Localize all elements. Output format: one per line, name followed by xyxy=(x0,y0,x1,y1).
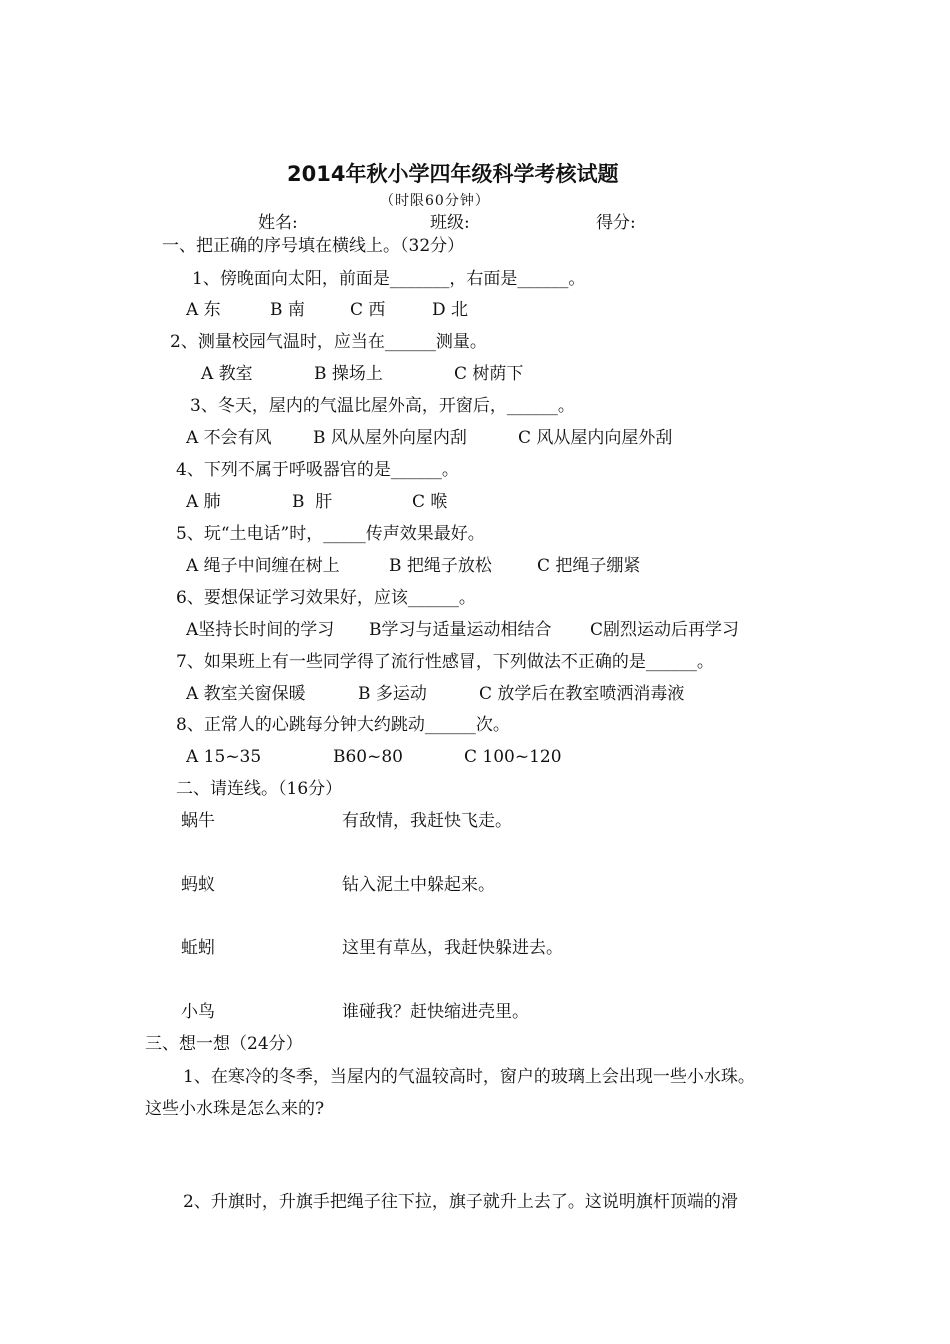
question-5: 5、玩“土电话”时，_____传声效果最好。 xyxy=(176,524,485,544)
section1-heading: 一、把正确的序号填在横线上。（32分） xyxy=(162,236,465,256)
q6-option-b: B学习与适量运动相结合 xyxy=(369,620,552,640)
q2-option-b: B 操场上 xyxy=(314,364,383,384)
q6-option-a: A坚持长时间的学习 xyxy=(186,620,335,640)
match-left-4: 小鸟 xyxy=(181,1002,215,1022)
question-2: 2、测量校园气温时，应当在______测量。 xyxy=(170,332,487,352)
score-label: 得分: xyxy=(596,213,636,233)
q1-option-a: A 东 xyxy=(186,300,221,320)
q3-option-b: B 风从屋外向屋内刮 xyxy=(313,428,467,448)
q3-option-c: C 风从屋内向屋外刮 xyxy=(518,428,673,448)
q7-option-c: C 放学后在教室喷洒消毒液 xyxy=(479,684,685,704)
page-title: 2014年秋小学四年级科学考核试题 xyxy=(287,162,619,186)
match-right-3: 这里有草丛，我赶快躲进去。 xyxy=(342,938,563,958)
q8-option-b: B60~80 xyxy=(333,747,404,767)
q5-option-b: B 把绳子放松 xyxy=(389,556,492,576)
section2-heading: 二、请连线。（16分） xyxy=(176,779,343,799)
question-7: 7、如果班上有一些同学得了流行性感冒，下列做法不正确的是______。 xyxy=(176,652,714,672)
section3-q2-line1: 2、升旗时，升旗手把绳子往下拉，旗子就升上去了。这说明旗杆顶端的滑 xyxy=(183,1192,738,1212)
question-6: 6、要想保证学习效果好，应该______。 xyxy=(176,588,476,608)
q5-option-c: C 把绳子绷紧 xyxy=(537,556,641,576)
q8-option-a: A 15~35 xyxy=(186,747,262,767)
time-limit: （时限60分钟） xyxy=(380,193,490,209)
q2-option-a: A 教室 xyxy=(201,364,253,384)
q3-option-a: A 不会有风 xyxy=(186,428,272,448)
match-right-1: 有敌情，我赶快飞走。 xyxy=(342,811,512,831)
q7-option-a: A 教室关窗保暖 xyxy=(186,684,306,704)
match-left-2: 蚂蚁 xyxy=(181,875,215,895)
q4-option-c: C 喉 xyxy=(412,492,448,512)
q5-option-a: A 绳子中间缠在树上 xyxy=(186,556,340,576)
question-4: 4、下列不属于呼吸器官的是______。 xyxy=(176,460,459,480)
section3-q1-line2: 这些小水珠是怎么来的? xyxy=(145,1099,325,1119)
section3-heading: 三、想一想（24分） xyxy=(145,1034,303,1054)
section3-q1-line1: 1、在寒冷的冬季，当屋内的气温较高时，窗户的玻璃上会出现一些小水珠。 xyxy=(183,1067,755,1087)
match-right-2: 钻入泥土中躲起来。 xyxy=(342,875,495,895)
q6-option-c: C剧烈运动后再学习 xyxy=(590,620,740,640)
match-right-4: 谁碰我？赶快缩进壳里。 xyxy=(342,1002,529,1022)
question-8: 8、正常人的心跳每分钟大约跳动______次。 xyxy=(176,715,510,735)
q7-option-b: B 多运动 xyxy=(358,684,427,704)
name-label: 姓名: xyxy=(258,213,298,233)
q4-option-a: A 肺 xyxy=(186,492,221,512)
q8-option-c: C 100~120 xyxy=(464,747,562,767)
question-3: 3、冬天，屋内的气温比屋外高，开窗后，______。 xyxy=(190,396,575,416)
question-1: 1、傍晚面向太阳，前面是_______，右面是______。 xyxy=(192,269,586,289)
q1-option-b: B 南 xyxy=(270,300,305,320)
match-left-3: 蚯蚓 xyxy=(181,938,215,958)
class-label: 班级: xyxy=(430,213,470,233)
q2-option-c: C 树荫下 xyxy=(454,364,524,384)
q1-option-d: D 北 xyxy=(432,300,469,320)
q1-option-c: C 西 xyxy=(350,300,386,320)
q4-option-b: B 肝 xyxy=(292,492,333,512)
match-left-1: 蜗牛 xyxy=(181,811,215,831)
